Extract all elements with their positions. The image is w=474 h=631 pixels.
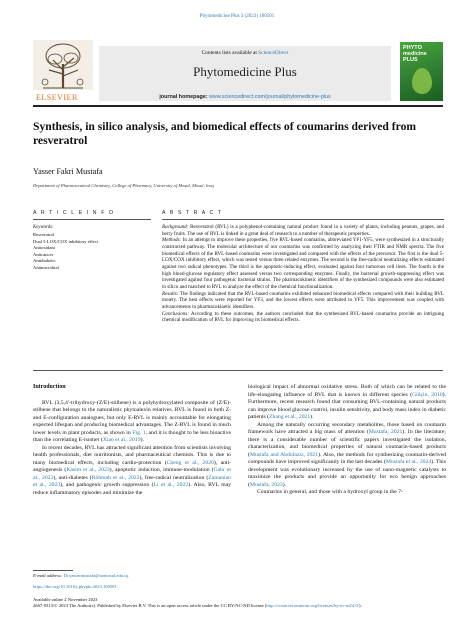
cover-line-2: medicine [403, 51, 427, 57]
keyword-item: Antimicrobial [33, 264, 59, 270]
citation-link[interactable]: Mustafa, 2023 [249, 481, 283, 488]
body-column-left [33, 384, 231, 497]
intro-p1-text: , and it is thought to be less bioactive than the correlating E-isomer ( [33, 429, 231, 443]
journal-name: Phytomedicine Plus [193, 64, 297, 79]
citation-link[interactable]: Mustafa, 2021 [368, 429, 403, 435]
email-label: E-mail address: [33, 573, 64, 578]
intro-paragraph-3 [248, 384, 446, 422]
results-label: Results: [162, 290, 179, 297]
intro-paragraph-5: Coumarins in general, and those with a hydroxyl group in the 7- [257, 489, 403, 495]
abstract-rule [162, 219, 444, 220]
citation-link[interactable]: Mustafa et al., 2024 [385, 459, 432, 465]
figure-link[interactable]: Fig. 1 [132, 429, 146, 436]
abstract-body [162, 224, 444, 324]
cover-title [403, 45, 427, 63]
journal-masthead [33, 40, 443, 102]
keyword-item: Anticancer [33, 251, 54, 257]
copyright-text: 2667-0313/© 2023 The Author(s). Published by Elsevier B.V. This is an open access article under the CC BY-NC-ND license ( [33, 603, 267, 608]
cover-leaf-graphic [412, 68, 432, 94]
abstract-background [162, 224, 444, 237]
keyword-item: Antioxidant [33, 245, 55, 251]
intro-p2-text: ), free-radical neutralization ( [139, 474, 209, 481]
intro-p2-text: In recent decades, RVL has attracted significant attention from scientists involving health professionals, diet nutritionists, and pharmaceutical chemists. This is due to many biomedical effects, including cardio-protection ( [33, 444, 231, 466]
masthead-rule [33, 105, 443, 107]
abstract-end-rule [33, 370, 443, 371]
background-label: Background: [162, 224, 189, 230]
intro-p2-text: ), anti-angiogenesis ( [33, 459, 231, 473]
author-name[interactable]: Yasser Fakri Mustafa [33, 167, 103, 176]
conclusions-label: Conclusions: [162, 310, 189, 317]
intro-p4-text: Among the naturally occurring secondary metabolites, those based on coumarin framework have attracted a big mass of attention ( [248, 421, 446, 435]
keyword-item: Resveratrol [33, 232, 55, 237]
abstract-heading: A B S T R A C T [162, 210, 223, 216]
intro-paragraph-1 [33, 400, 231, 445]
citation-link[interactable]: Mustafa and Abdulaziz, 2021 [249, 451, 319, 458]
publication-info [33, 597, 443, 609]
keywords-list [33, 232, 98, 272]
abstract-methods [162, 237, 444, 290]
cover-line-3: PLUS [403, 57, 418, 63]
citation-link[interactable]: Kasim et al., 2023 [66, 467, 110, 473]
citation-link[interactable]: Gülçin, 2010 [412, 391, 443, 398]
intro-p1-text: RVL (3,5,4′-trihydroxy-(Z/E)-stilbene) is a polyhydroxylated composite of (Z/E)-stilbene that belongs to the naturalistic phytoalexin relatives. RVL is found in both Z- and E-configuration analogues, but only E-RVL is mainly accountable for elongating expected lifespan and producing biomedical advantages. The Z-RVL is found in much lower levels in plant products, as shown in [33, 399, 231, 436]
keyword-item: Dual 5-LOX/COX inhibitory effect [33, 238, 99, 244]
intro-p3-text: ). [310, 414, 314, 420]
copyright-end: ). [358, 603, 362, 608]
intro-paragraph-4 [248, 422, 446, 490]
author-affiliation: Department of Pharmaceutical Chemistry, College of Pharmacy, University of Mosul, Mosul, Iraq [33, 183, 214, 188]
intro-p2-text: ), and pathogenic growth suppression ( [60, 482, 154, 488]
journal-homepage [99, 94, 391, 100]
citation-link[interactable]: Li et al., 2022 [153, 482, 189, 488]
intro-p4-text: ). In the literature, there is a considerable number of scientific papers investigated the isolation, characterization, and biomedical properties of natural coumarin-based products ( [248, 429, 447, 458]
email-link[interactable]: Dr.yassermustafa@uomosul.edu.iq. [63, 573, 129, 578]
journal-cover-thumbnail[interactable] [400, 42, 443, 101]
homepage-label: journal homepage: [159, 94, 210, 100]
conclusions-text: According to these outcomes, the authors concluded that the synthesized RVL-based coumarins provide an intriguing chemical modification of RVL for improving its biomedical effects. [162, 310, 444, 324]
journal-band [99, 46, 391, 101]
citation-link[interactable]: Rōhmah et al., 2022 [91, 474, 140, 481]
introduction-heading: Introduction [33, 384, 66, 390]
license-link[interactable]: http://creativecommons.org/licenses/by-nc-nd/4.0/ [266, 603, 359, 608]
keyword-item: Antidiabetic [33, 258, 56, 264]
intro-p1-text: ). [140, 437, 144, 443]
intro-p2-text: ). Also, RVL may reduce inflammatory episodes and minimize the [33, 482, 232, 496]
intro-p3-text: ). Furthermore, recent research found that consuming RVL-containing natural products can improve blood glucose control, insulin sensitivity, and body mass index in diabetic patients ( [248, 391, 446, 420]
body-column-right [248, 384, 446, 497]
intro-p4-text: ). Also, the methods for synthesizing coumarin-derived compounds have improved significantly in the last decades ( [248, 451, 446, 465]
keywords-label: Keywords: [33, 225, 54, 230]
methods-label: Methods: [162, 237, 182, 244]
citation-link[interactable]: Xiao et al., 2019 [102, 437, 141, 443]
doi-link[interactable]: https://doi.org/10.1016/j.phyplu.2023.100501 [33, 584, 117, 589]
contents-line [99, 50, 391, 56]
cover-line-1: PHYTO [403, 45, 422, 51]
article-title: Synthesis, in silico analysis, and biomedical effects of coumarins derived from resveratrol [33, 120, 417, 147]
results-text: The findings indicated that the RVL-based coumarins exhibited enhanced biomedical effects compared with their building RVL moiety. The best effects were reported for YF3, and the lowest effects were attributed to YF5. This improvement was coupled with advancements in pharmacokinetic identifiers. [162, 290, 444, 310]
intro-p2-text: ), apoptotic induction, immune-modulation ( [109, 467, 214, 473]
citation-link[interactable]: Cheng et al., 2020 [166, 459, 214, 466]
elsevier-wordmark: ELSEVIER [36, 93, 78, 102]
intro-p4-text: ). [282, 481, 287, 488]
citation-link[interactable]: Gabr et al., 2023 [33, 467, 231, 481]
citation-link[interactable]: Zhang et al., 2021 [269, 414, 311, 420]
methods-text: In an attempt to improve these properties, five RVL-based coumarins, abbreviated YF1-YF5, were synthesized in a structurally constructed pathway. The molecular architecture of our coumarins was confirmed by analyzing their FTIR and NMR spectra. The five biomedical effects of the RVL-based coumarins were investigated and compared with the effects of the precursor. The first is the dual 5-LOX/COX inhibitory effect, which was tested versus three related enzymes. The second is the free-radical neutralizing effects estimated against two radical phenotypes. The third is the apoptotic-inducing effect, evaluated against four tumorous cell lines. The fourth is the high blood-glucose regulatory effect assessed versus two corresponding enzymes. Finally, the bacterial growth-suppressing effect was investigated against four pathogenic bacterial strains. The pharmacokinetic identifiers of the synthesized compounds were also estimated in silico and matched to RVL to analyze the effect of the chemical functionalization. [162, 237, 444, 290]
intro-paragraph-2 [33, 445, 231, 498]
sciencedirect-link[interactable]: ScienceDirect [258, 50, 289, 56]
abstract-conclusions [162, 311, 444, 324]
homepage-url-link[interactable]: www.sciencedirect.com/journal/phytomedicine-plus [209, 94, 331, 100]
article-info-rule [33, 219, 151, 220]
available-online: Available online 2 November 2023 [33, 597, 98, 602]
article-info-heading: A R T I C L E I N F O [33, 210, 115, 216]
intro-p2-text: ), anti-diabetes ( [53, 474, 92, 481]
abstract-results [162, 291, 444, 311]
email-footnote [33, 573, 129, 578]
intro-p4-text: ). This development was evolutionary increased by the use of nano-magnetic catalysts to maximize the products and provide an opportunity for eco benign approaches ( [248, 459, 446, 488]
citation-link[interactable]: Zamanian et al., 2023 [33, 474, 231, 488]
running-head[interactable]: Phytomedicine Plus 3 (2023) 100501 [199, 14, 275, 19]
footnote-rule [33, 570, 73, 571]
copyright-line [33, 603, 443, 609]
contents-prefix: Contents lists available at [201, 50, 259, 56]
intro-p3-text: biological impact of abnormal oxidative stress. Both of which can be related to the life-elongating influence of RVL that is known in different species ( [248, 384, 446, 398]
background-text: Resveratrol (RVL) is a polyphenol-containing natural product found in a variety of plants, including peanuts, grapes, and berry fruits. The use of RVL is linked in a great deal of research to a number of therapeutic properties. [162, 224, 445, 237]
